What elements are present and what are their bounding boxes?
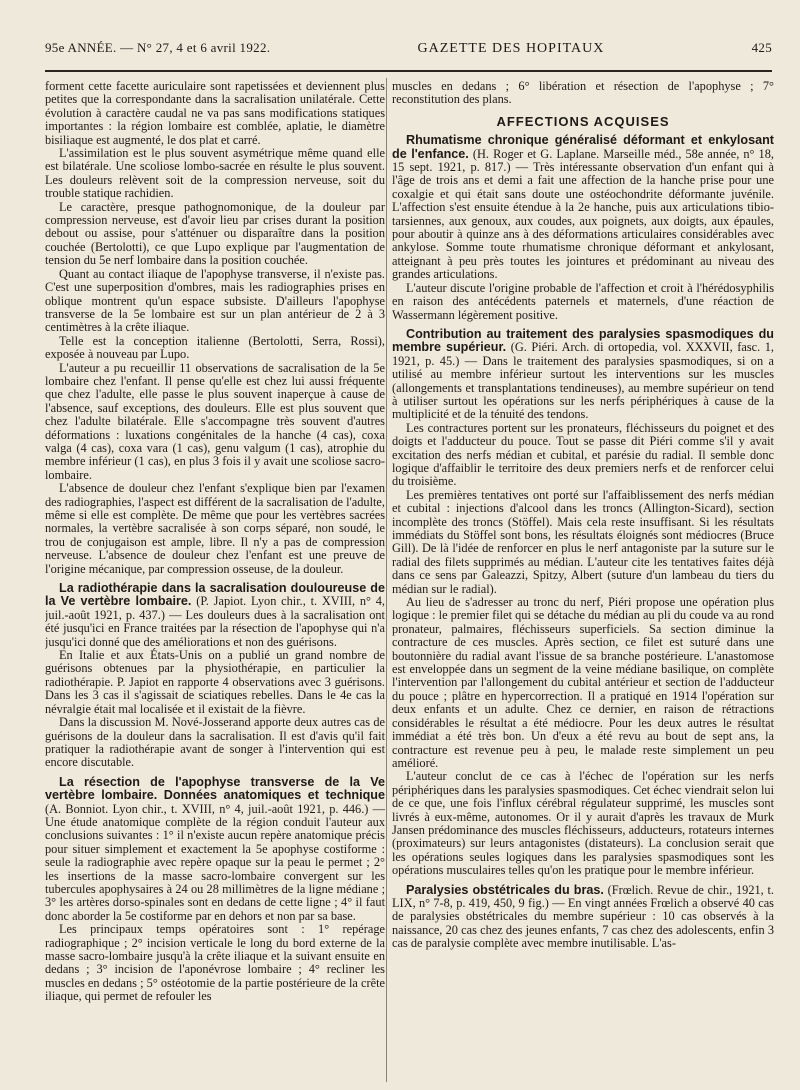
journal-title: GAZETTE DES HOPITAUX <box>417 41 605 56</box>
article-rhumatisme <box>392 134 774 322</box>
paragraph: L'auteur a pu recueillir 11 observations de sacralisation de la 5e lombaire chez l'enfant. Il pense qu'elle est chez lui aussi fréquente que chez l'adulte, elle passe le plus souvent inaperçue à cause de l'absence, sauf exceptions, des douleurs. Elle est plus souvent que chez l'adulte bilatérale. Elle s'accompagne très souvent d'autres déformations : luxations congénitales de la hanche (4 cas), coxa valga (4 cas), coxa vara (1 cas), genu valgum (1 cas), atrophie du membre inférieur (1 cas), en plus 3 fois il y avait une scoliose sacro-lombaire. <box>45 360 385 482</box>
paragraph: Les principaux temps opératoires sont : 1° repérage radiographique ; 2° incision verticale le long du bord externe de la masse sacro-lombaire jusqu'à la crête iliaque et la suivant ensuite en dedans ; 3° incision de l'aponévrose lombaire ; 4° recliner les muscles en dedans ; 5° ostéotomie de la partie postérieure de la crête iliaque, qui permet de refouler les <box>45 922 385 1004</box>
article-paralysies-obstetricales <box>392 884 774 951</box>
article-paralysies-spasmodiques <box>392 328 774 878</box>
issue-info: 95e ANNÉE. — N° 27, 4 et 6 avril 1922. <box>45 40 271 55</box>
article-text: — En vingt années Frœlich a observé 40 cas de paralysies obstétricales du membre supérieur : 10 cas observés à la naissance, 20 cas chez des jeunes enfants, 7 cas chez des adolescents, enfin 3 cas de paralysie complète avec membre inutilisable. L'as- <box>392 895 774 951</box>
paragraph: Les contractures portent sur les pronateurs, fléchisseurs du poignet et des doigts et l'adducteur du pouce. Tout se passe dit Piéri comme s'il y avait excitation des nerfs médian et cubital, et parésie du radial. Il semble donc logique d'affaiblir le territoire des deux premiers nerfs et de renforcer celui du troisième. <box>392 420 774 489</box>
article-text: — Les douleurs dues à la sacralisation ont été jusqu'ici en France traitées par la résection de l'apophyse qui n'a jusqu'ici donné que des améliorations et non des guérisons. <box>45 607 385 649</box>
paragraph: L'absence de douleur chez l'enfant s'explique bien par l'examen des radiographies, l'aspect est différent de la sacralisation de l'adulte, même si elle est complète. De même que pour les vertèbres sacrées normales, la vertèbre sacralisée à son corps séparé, non soudé, le trou de conjugaison est ample, libre. Il n'y a pas de compression nerveuse. L'absence de douleur chez l'enfant est une preuve de l'origine mécanique, par compression osseuse, de la douleur. <box>45 481 385 576</box>
page-header <box>45 40 772 64</box>
paragraph: Telle est la conception italienne (Bertolotti, Serra, Rossi), exposée à nouveau par Lupo. <box>45 333 385 362</box>
right-column <box>392 80 774 1082</box>
paragraph: L'auteur conclut de ce cas à l'échec de l'opération sur les nerfs périphériques dans les paralysies spasmodiques. Cet échec viendrait selon lui de ce que, une fois l'influx cérébral régulateur supprimé, les muscles sont livrés à eux-même, autonomes. Or il y aurait d'après les travaux de Murk Jansen prédominance des muscles fléchisseurs, adducteurs, rotateurs internes (proximateurs) sur leurs antagonistes (distateurs). La conclusion serait que les opérations seules logiques dans les paralysies spasmodiques sont les opérations musculaires telles qu'on les pratique pour le membre inférieur. <box>392 769 774 878</box>
section-heading: AFFECTIONS ACQUISES <box>496 113 670 129</box>
paragraph: Quant au contact iliaque de l'apophyse transverse, il n'existe pas. C'est une superposition d'ombres, mais les radiographies prises en oblique montrent qu'un espace subsiste. D'ailleurs l'apophyse transverse de la 5e lombaire est sur un plan antérieur de 2 à 3 centimètres à la crête iliaque. <box>45 266 385 335</box>
paragraph: Les premières tentatives ont porté sur l'affaiblissement des nerfs médian et cubital : injections d'alcool dans les troncs (Allington-Sicard), section incomplète des troncs (Stöffel). Mais cela reste insuffisant. Si les résultats immédiats du Stöffel sont bons, les résultats éloignés sont médiocres (Bruce Gill). De là l'idée de renforcer en plus le nerf antagoniste par la suture sur le radial des filets supprimés au médian. L'auteur cite les tentatives faites déjà dans ce sens par Galeazzi, Spitzy, Albert (suture d'un lambeau du tiers du médian sur le radial). <box>392 487 774 596</box>
paragraph: Le caractère, presque pathognomonique, de la douleur par compression nerveuse, est d'avoir lieu par crises durant la position debout ou assise, pour s'atténuer ou disparaître dans la position couchée (Bertolotti), ce que Lupo explique par l'augmentation de tension du 5e nerf lombaire dans la position couchée. <box>45 199 385 268</box>
paragraph: L'assimilation est le plus souvent asymétrique même quand elle est bilatérale. Une scoliose lombo-sacrée en résulte le plus souvent. Les douleurs relèvent soit de la compression nerveuse, soit du trouble statique rachidien. <box>45 146 385 201</box>
article-radiotherapie <box>45 582 385 770</box>
paragraph: muscles en dedans ; 6° libération et résection de l'apophyse ; 7° reconstitution des plans. <box>392 80 774 107</box>
article-citation: (A. Bonniot. Lyon chir., t. XVIII, n° 4, juil.-août 1921, p. 446.) <box>45 801 369 816</box>
article-citation: (Frœlich. Revue de chir., 1921, t. LIX, n° 7-8, p. 419, 450, 9 fig.) <box>392 882 774 910</box>
column-divider <box>386 78 387 1082</box>
article-citation: (G. Piéri. Arch. di ortopedia, vol. XXXVII, fasc. 1, 1921, p. 45.) <box>392 340 774 368</box>
paragraph: forment cette facette auriculaire sont rapetissées et deviennent plus petites que la correspondante dans la sacralisation unilatérale. Cette évolution à caractère caudal ne va pas sans modifications statiques importantes : la région lombaire est comblée, aplatie, le diamètre bisiliaque est augmenté, le dos plat et carré. <box>45 80 385 147</box>
paragraph: En Italie et aux États-Unis on a publié un grand nombre de guérisons obtenues par la physiothérapie, en particulier la radiothérapie. P. Japiot en rapporte 4 observations avec 3 guérisons. Dans les 3 cas il s'agissait de sciatiques rebelles. Dans le 4e cas la névralgie était mal localisée et il existait de la fièvre. <box>45 648 385 716</box>
article-citation: (H. Roger et G. Laplane. Marseille méd., 58e année, n° 18, 15 sept. 1921, p. 817.) <box>392 146 774 175</box>
page-number: 425 <box>751 40 772 55</box>
article-title: Paralysies obstétricales du bras. <box>406 882 604 897</box>
paragraph: Au lieu de s'adresser au tronc du nerf, Piéri propose une opération plus logique : le premier filet qui se détache du médian au pli du coude va au rond pronateur, palmaires, fléchisseurs superficiels. Sa section diminue la contracture de ces muscles. Après section, ce filet est suturé dans une boutonnière du radial avant l'issue de sa branche postérieure. L'anastomose est enveloppée dans un segment de la veine médiane basilique, on complète l'intervention par l'allongement du cubital antérieur et section de l'adducteur du pouce ; plâtre en hypercorrection. Il a pratiqué en 1914 l'opération sur deux enfants et un adulte. Chez ce dernier, en raison de rétractions considérables le résultat a été médiocre. Pour les deux autres le résultat immédiat a été très bon. Un d'eux a été revu au bout de sept ans, la contracture est revenue peu à peu, le malade reste simplement un peu amélioré. <box>392 595 774 770</box>
article-text: — Dans le traitement des paralysies spasmodiques, si on a utilisé au membre inférieur surtout les interventions sur les muscles (allongements et transplantations tendineuses), au membre supérieur on tend à utiliser surtout les opérations sur les nerfs périphériques à cause de la multiplicité et de la ténuité des tendons. <box>392 353 774 422</box>
header-rule <box>45 70 772 72</box>
left-column <box>45 80 385 1082</box>
article-text: — Une étude anatomique complète de la région conduit l'auteur aux conclusions suivantes : 1° il n'existe aucun repère anatomique précis pour situer simplement et exactement la 5e apophyse costiforme : seule la radiographie avec repère opaque sur la peau le permet ; 2° les insertions de la masse sacro-lombaire convergent sur les tubercules apophysaires à 24 ou 28 millimètres de la ligne médiane ; 3° les artères dorso-spinales sont en dedans de cette ligne ; 4° il faut donc aborder la 5e costiforme par en dehors et non par sa base. <box>45 801 385 923</box>
article-resection <box>45 776 385 1004</box>
article-title: Rhumatisme chronique généralisé déformant et enkylosant de l'enfance. <box>392 133 774 161</box>
article-title: La résection de l'apophyse transverse de la Ve vertèbre lombaire. Données anatomiques et technique <box>45 774 385 803</box>
article-text: — Très intéressante observation d'un enfant qui à l'âge de trois ans et demi a fait une affection de la hanche prise pour une coxalgie et qui était sans doute une ostéochondrite déformante juvénile. L'affection s'est ensuite étendue à la 2e hanche, puis aux articulations tibio-tarsiennes, aux genoux, aux coudes, aux poignets, aux doigts, aux épaules, pour aboutir à quinze ans à des déformations articulaires considérables avec ankylose. Somme toute rhumatisme chronique déformant et ankylosant, atteignant à peu près toutes les jointures et prédominant au niveau des grandes articulations. <box>392 160 774 282</box>
article-title: Contribution au traitement des paralysies spasmodiques du membre supérieur. <box>392 326 774 355</box>
paragraph: L'auteur discute l'origine probable de l'affection et croit à l'hérédosyphilis en raison des antécédents paternels et maternels, d'une réaction de Wassermann légèrement positive. <box>392 280 774 322</box>
article-citation: (P. Japiot. Lyon chir., t. XVIII, n° 4, juil.-août 1921, p. 437.) <box>45 594 385 622</box>
article-title: La radiothérapie dans la sacralisation douloureuse de la Ve vertèbre lombaire. <box>45 581 385 609</box>
paragraph: Dans la discussion M. Nové-Josserand apporte deux autres cas de guérisons de la douleur dans la sacralisation. Il est d'avis qu'il fait pratiquer la radiothérapie avant de songer à l'intervention qui est encore discutable. <box>45 715 385 770</box>
